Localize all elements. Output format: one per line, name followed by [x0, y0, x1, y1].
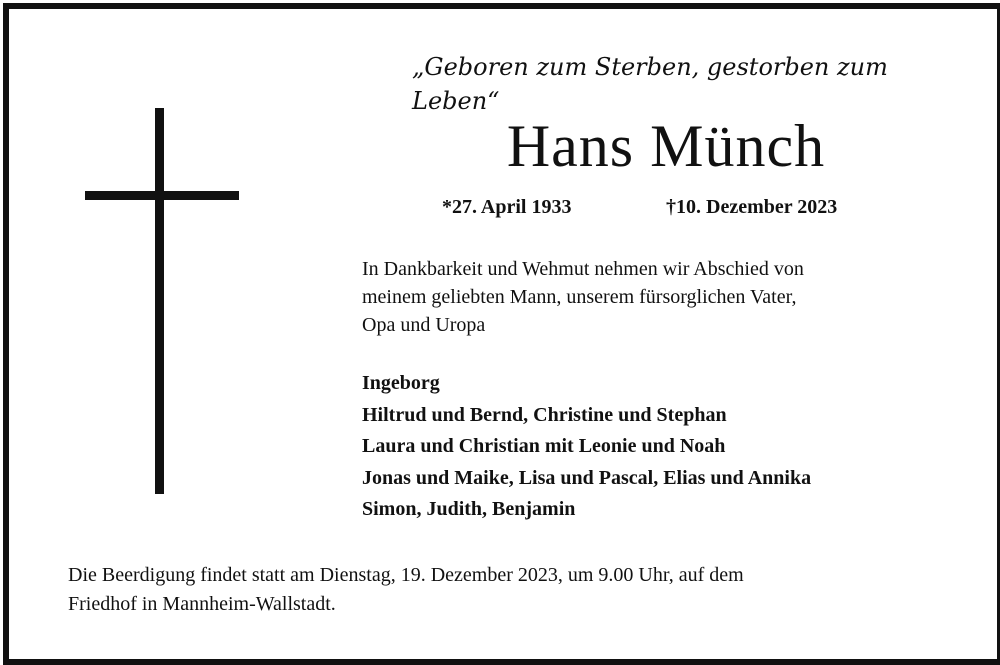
- farewell-line: meinem geliebten Mann, unserem fürsorglichen Vater,: [362, 286, 797, 308]
- mourner-line: Jonas und Maike, Lisa und Pascal, Elias und Annika: [362, 466, 812, 489]
- cross-icon-bar: [85, 191, 239, 200]
- cross-icon: [155, 108, 164, 494]
- farewell-line: Opa und Uropa: [362, 314, 486, 336]
- motto-quote: „Geboren zum Sterben, gestorben zum Leben“: [412, 53, 888, 115]
- funeral-notice: [68, 561, 968, 619]
- mourner-line: Simon, Judith, Benjamin: [362, 498, 576, 520]
- deceased-name: Hans Münch: [506, 113, 826, 179]
- mourners-list: [362, 368, 962, 526]
- funeral-line: Die Beerdigung findet statt am Dienstag, 19. Dezember 2023, um 9.00 Uhr, auf dem: [68, 564, 744, 586]
- mourner-line: Hiltrud und Bernd, Christine und Stephan: [362, 403, 727, 426]
- mourner-line: Ingeborg: [362, 372, 440, 394]
- death-date: †10. Dezember 2023: [666, 196, 838, 218]
- birth-date: *27. April 1933: [442, 196, 572, 218]
- farewell-text: [362, 255, 942, 339]
- farewell-line: In Dankbarkeit und Wehmut nehmen wir Abschied von: [362, 258, 804, 280]
- funeral-line: Friedhof in Mannheim-Wallstadt.: [68, 593, 336, 615]
- mourner-line: Laura und Christian mit Leonie und Noah: [362, 435, 726, 457]
